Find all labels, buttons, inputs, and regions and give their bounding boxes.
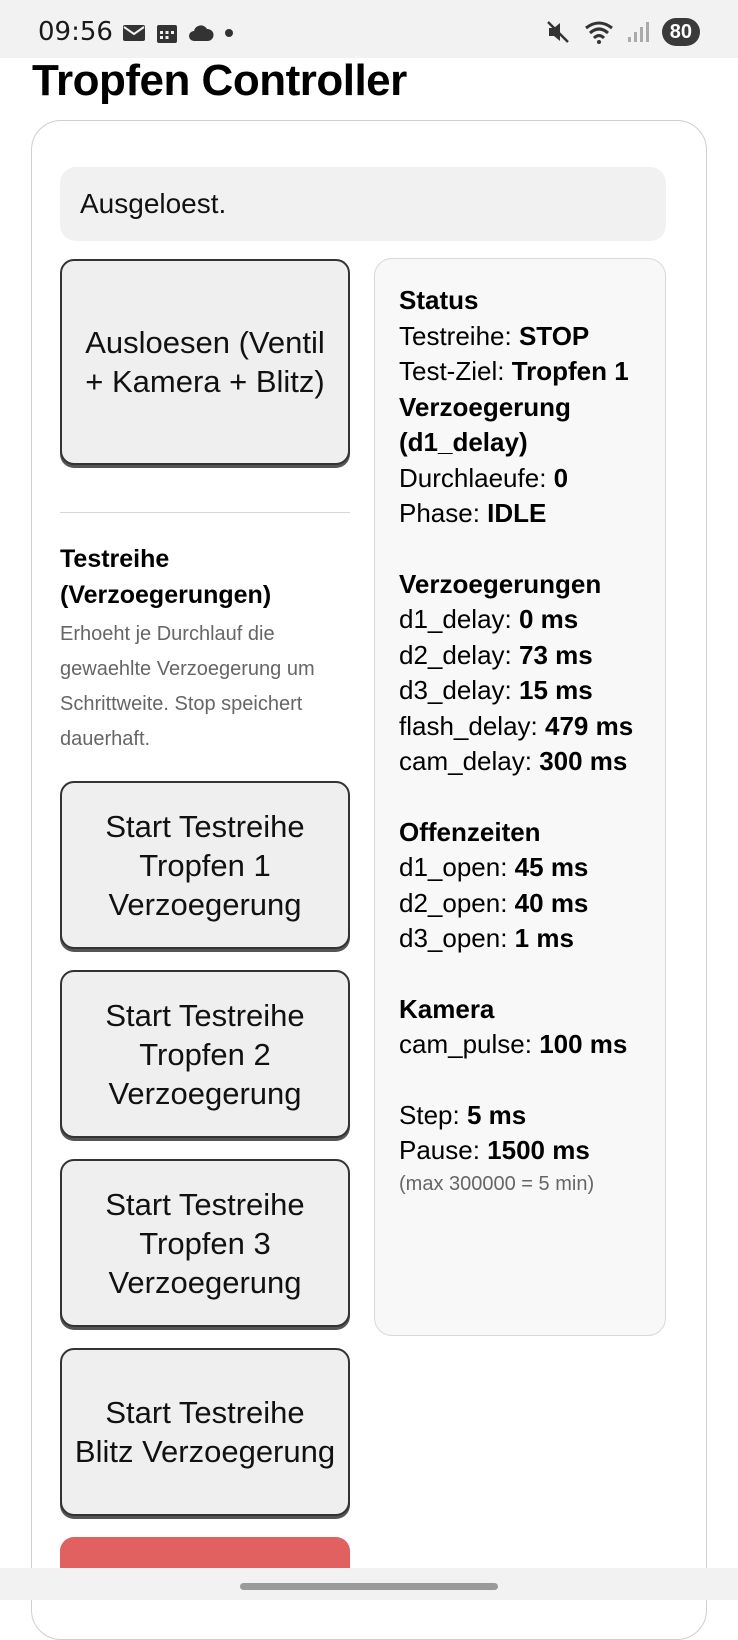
phase: Phase: IDLE xyxy=(399,498,547,528)
status-message: Ausgeloest. xyxy=(60,167,666,241)
notification-icons xyxy=(122,22,234,44)
cam-pulse: cam_pulse: 100 ms xyxy=(399,1029,628,1059)
d1-open: d1_open: 45 ms xyxy=(399,852,589,882)
dot-icon xyxy=(224,28,234,38)
pause: Pause: 1500 ms xyxy=(399,1135,590,1165)
testreihe-heading: Testreihe (Verzoegerungen) xyxy=(60,545,272,609)
camera-heading: Kamera xyxy=(399,993,495,1024)
d2-open: d2_open: 40 ms xyxy=(399,887,589,918)
start-testreihe-tropfen-3-button[interactable]: Start Testreihe Tropfen 3 Verzoegerung xyxy=(60,1159,350,1327)
trigger-button[interactable]: Ausloesen (Ventil + Kamera + Blitz) xyxy=(60,259,350,465)
start-testreihe-tropfen-1-button[interactable]: Start Testreihe Tropfen 1 Verzoegerung xyxy=(60,781,350,949)
system-icons xyxy=(546,18,700,46)
status-bar xyxy=(0,0,738,58)
cloud-icon xyxy=(188,24,214,42)
signal-icon xyxy=(626,21,650,43)
test-ziel: Test-Ziel: Tropfen 1 Verzoegerung (d1_delay) xyxy=(399,356,629,457)
d1-delay: d1_delay: 0 ms xyxy=(399,604,579,634)
d3-open: d3_open: 1 ms xyxy=(399,923,574,953)
wifi-icon xyxy=(584,20,614,44)
status-panel xyxy=(374,258,666,1336)
page-title: Tropfen Controller xyxy=(32,56,407,105)
status-heading: Status xyxy=(399,285,479,315)
divider xyxy=(60,512,350,513)
home-gesture-handle[interactable] xyxy=(240,1583,498,1590)
battery-indicator: 80 xyxy=(662,18,700,46)
d2-delay: d2_delay: 73 ms xyxy=(399,639,593,670)
pause-note: (max 300000 = 5 min) xyxy=(399,1172,595,1195)
delays-heading: Verzoegerungen xyxy=(399,568,602,599)
clock: 09:56 xyxy=(38,17,113,47)
mute-icon xyxy=(546,20,572,44)
durchlaeufe: Durchlaeufe: 0 xyxy=(399,462,569,493)
testreihe-description: Erhoeht je Durchlauf die gewaehlte Verzoegerung um Schrittweite. Stop speichert dauerhaft. xyxy=(60,623,315,750)
testreihe-status: Testreihe: STOP xyxy=(399,320,590,351)
controller-card xyxy=(31,120,707,1640)
flash-delay: flash_delay: 479 ms xyxy=(399,710,634,741)
mail-icon xyxy=(122,24,146,42)
start-testreihe-tropfen-2-button[interactable]: Start Testreihe Tropfen 2 Verzoegerung xyxy=(60,970,350,1138)
step: Step: 5 ms xyxy=(399,1099,527,1130)
d3-delay: d3_delay: 15 ms xyxy=(399,675,593,705)
open-times-heading: Offenzeiten xyxy=(399,816,541,847)
cam-delay: cam_delay: 300 ms xyxy=(399,746,628,776)
start-testreihe-blitz-button[interactable]: Start Testreihe Blitz Verzoegerung xyxy=(60,1348,350,1516)
calendar-icon xyxy=(156,22,178,44)
